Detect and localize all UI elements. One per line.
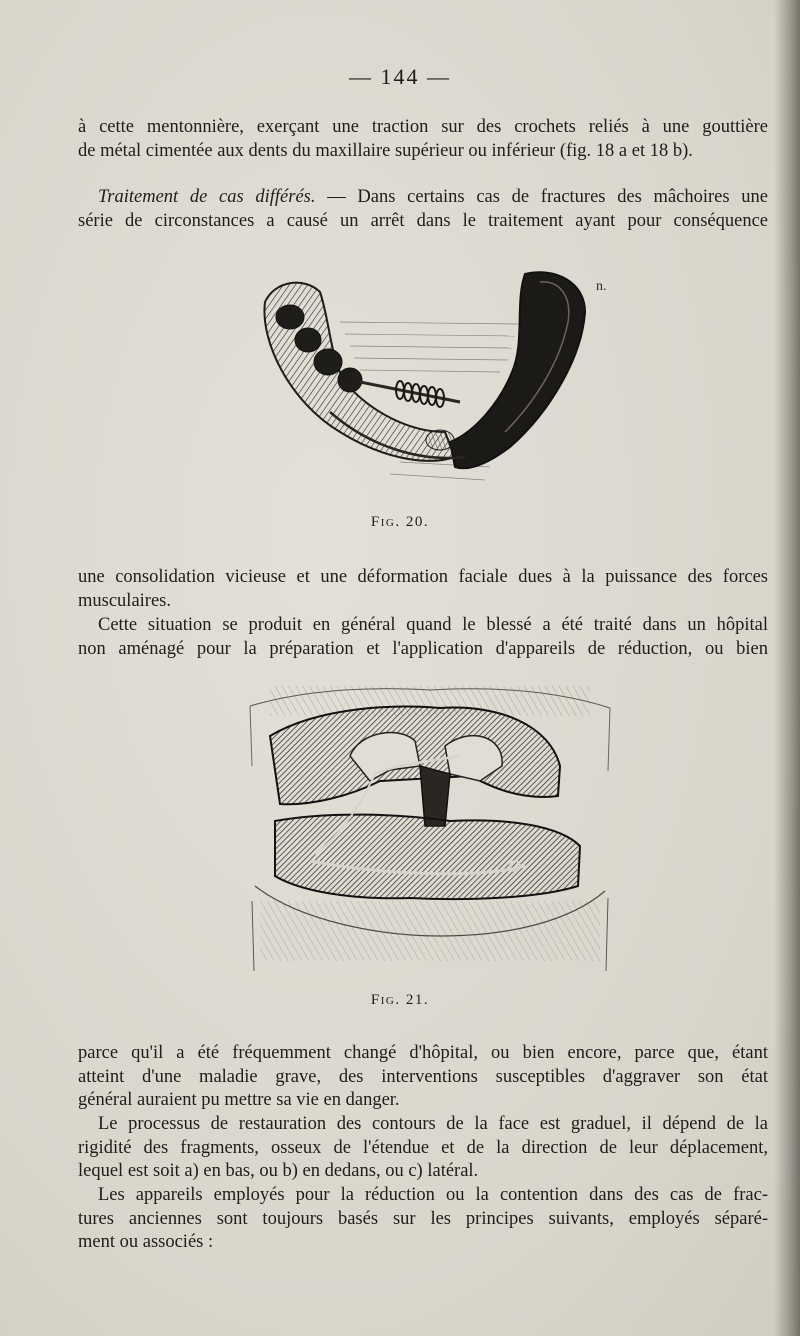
text-line: musculaires.: [78, 590, 171, 611]
section-heading-italic: Traitement de cas différés.: [98, 187, 316, 207]
text-line: parce qu'il a été fréquemment changé d'hôpital, ou bien encore, parce que, étant: [78, 1043, 768, 1063]
page-number: — 144 —: [349, 64, 451, 89]
text-line: atteint d'une maladie grave, des interventions susceptibles d'aggraver son état: [78, 1066, 768, 1087]
text-line: Les appareils employés pour la réduction ou la contention dans des cas de frac-: [98, 1185, 768, 1205]
text-line: Cette situation se produit en général quand le blessé a été traité dans un hôpital: [98, 615, 768, 635]
figure-21-caption: Fig. 21.: [370, 992, 430, 1008]
figure-21-illustration: [240, 686, 620, 976]
text-line: [78, 186, 768, 210]
paragraph-1: [78, 116, 768, 163]
text-line: Le processus de restauration des contours de la face est graduel, il dépend de la: [98, 1114, 768, 1134]
paragraph-2: [78, 186, 768, 233]
paragraph-5: [78, 1042, 768, 1113]
text-line: à cette mentonnière, exerçant une traction sur des crochets reliés à une gouttière: [78, 117, 768, 137]
paragraph-3: [78, 566, 768, 613]
text-line: lequel est soit a) en bas, ou b) en dedans, ou c) latéral.: [78, 1161, 479, 1181]
text-line: non aménagé pour la préparation et l'application d'appareils de réduction, ou bien: [78, 638, 768, 659]
text-line-rest: — Dans certains cas de fractures des mâchoires une: [315, 187, 768, 207]
page-edge-shadow: [774, 0, 800, 1336]
figure-20-label: n.: [596, 279, 607, 294]
figure-20-caption: Fig. 20.: [370, 514, 430, 530]
paragraph-4: [78, 614, 768, 661]
text-line: général auraient pu mettre sa vie en danger.: [78, 1090, 400, 1110]
text-line: tures anciennes sont toujours basés sur les principes suivants, employés séparé-: [78, 1208, 768, 1229]
text-line: ment ou associés :: [78, 1232, 214, 1252]
paragraph-7: [78, 1184, 768, 1255]
figure-20-illustration: [250, 262, 610, 502]
text-line: une consolidation vicieuse et une déformation faciale dues à la puissance des forces: [78, 567, 768, 587]
paragraph-6: [78, 1113, 768, 1184]
text-line: de métal cimentée aux dents du maxillaire supérieur ou inférieur (fig. 18 a et 18 b).: [78, 140, 693, 161]
text-line: rigidité des fragments, osseux de l'étendue et de la direction de leur déplacement,: [78, 1137, 768, 1158]
text-line: série de circonstances a causé un arrêt dans le traitement ayant pour conséquence: [78, 210, 768, 231]
